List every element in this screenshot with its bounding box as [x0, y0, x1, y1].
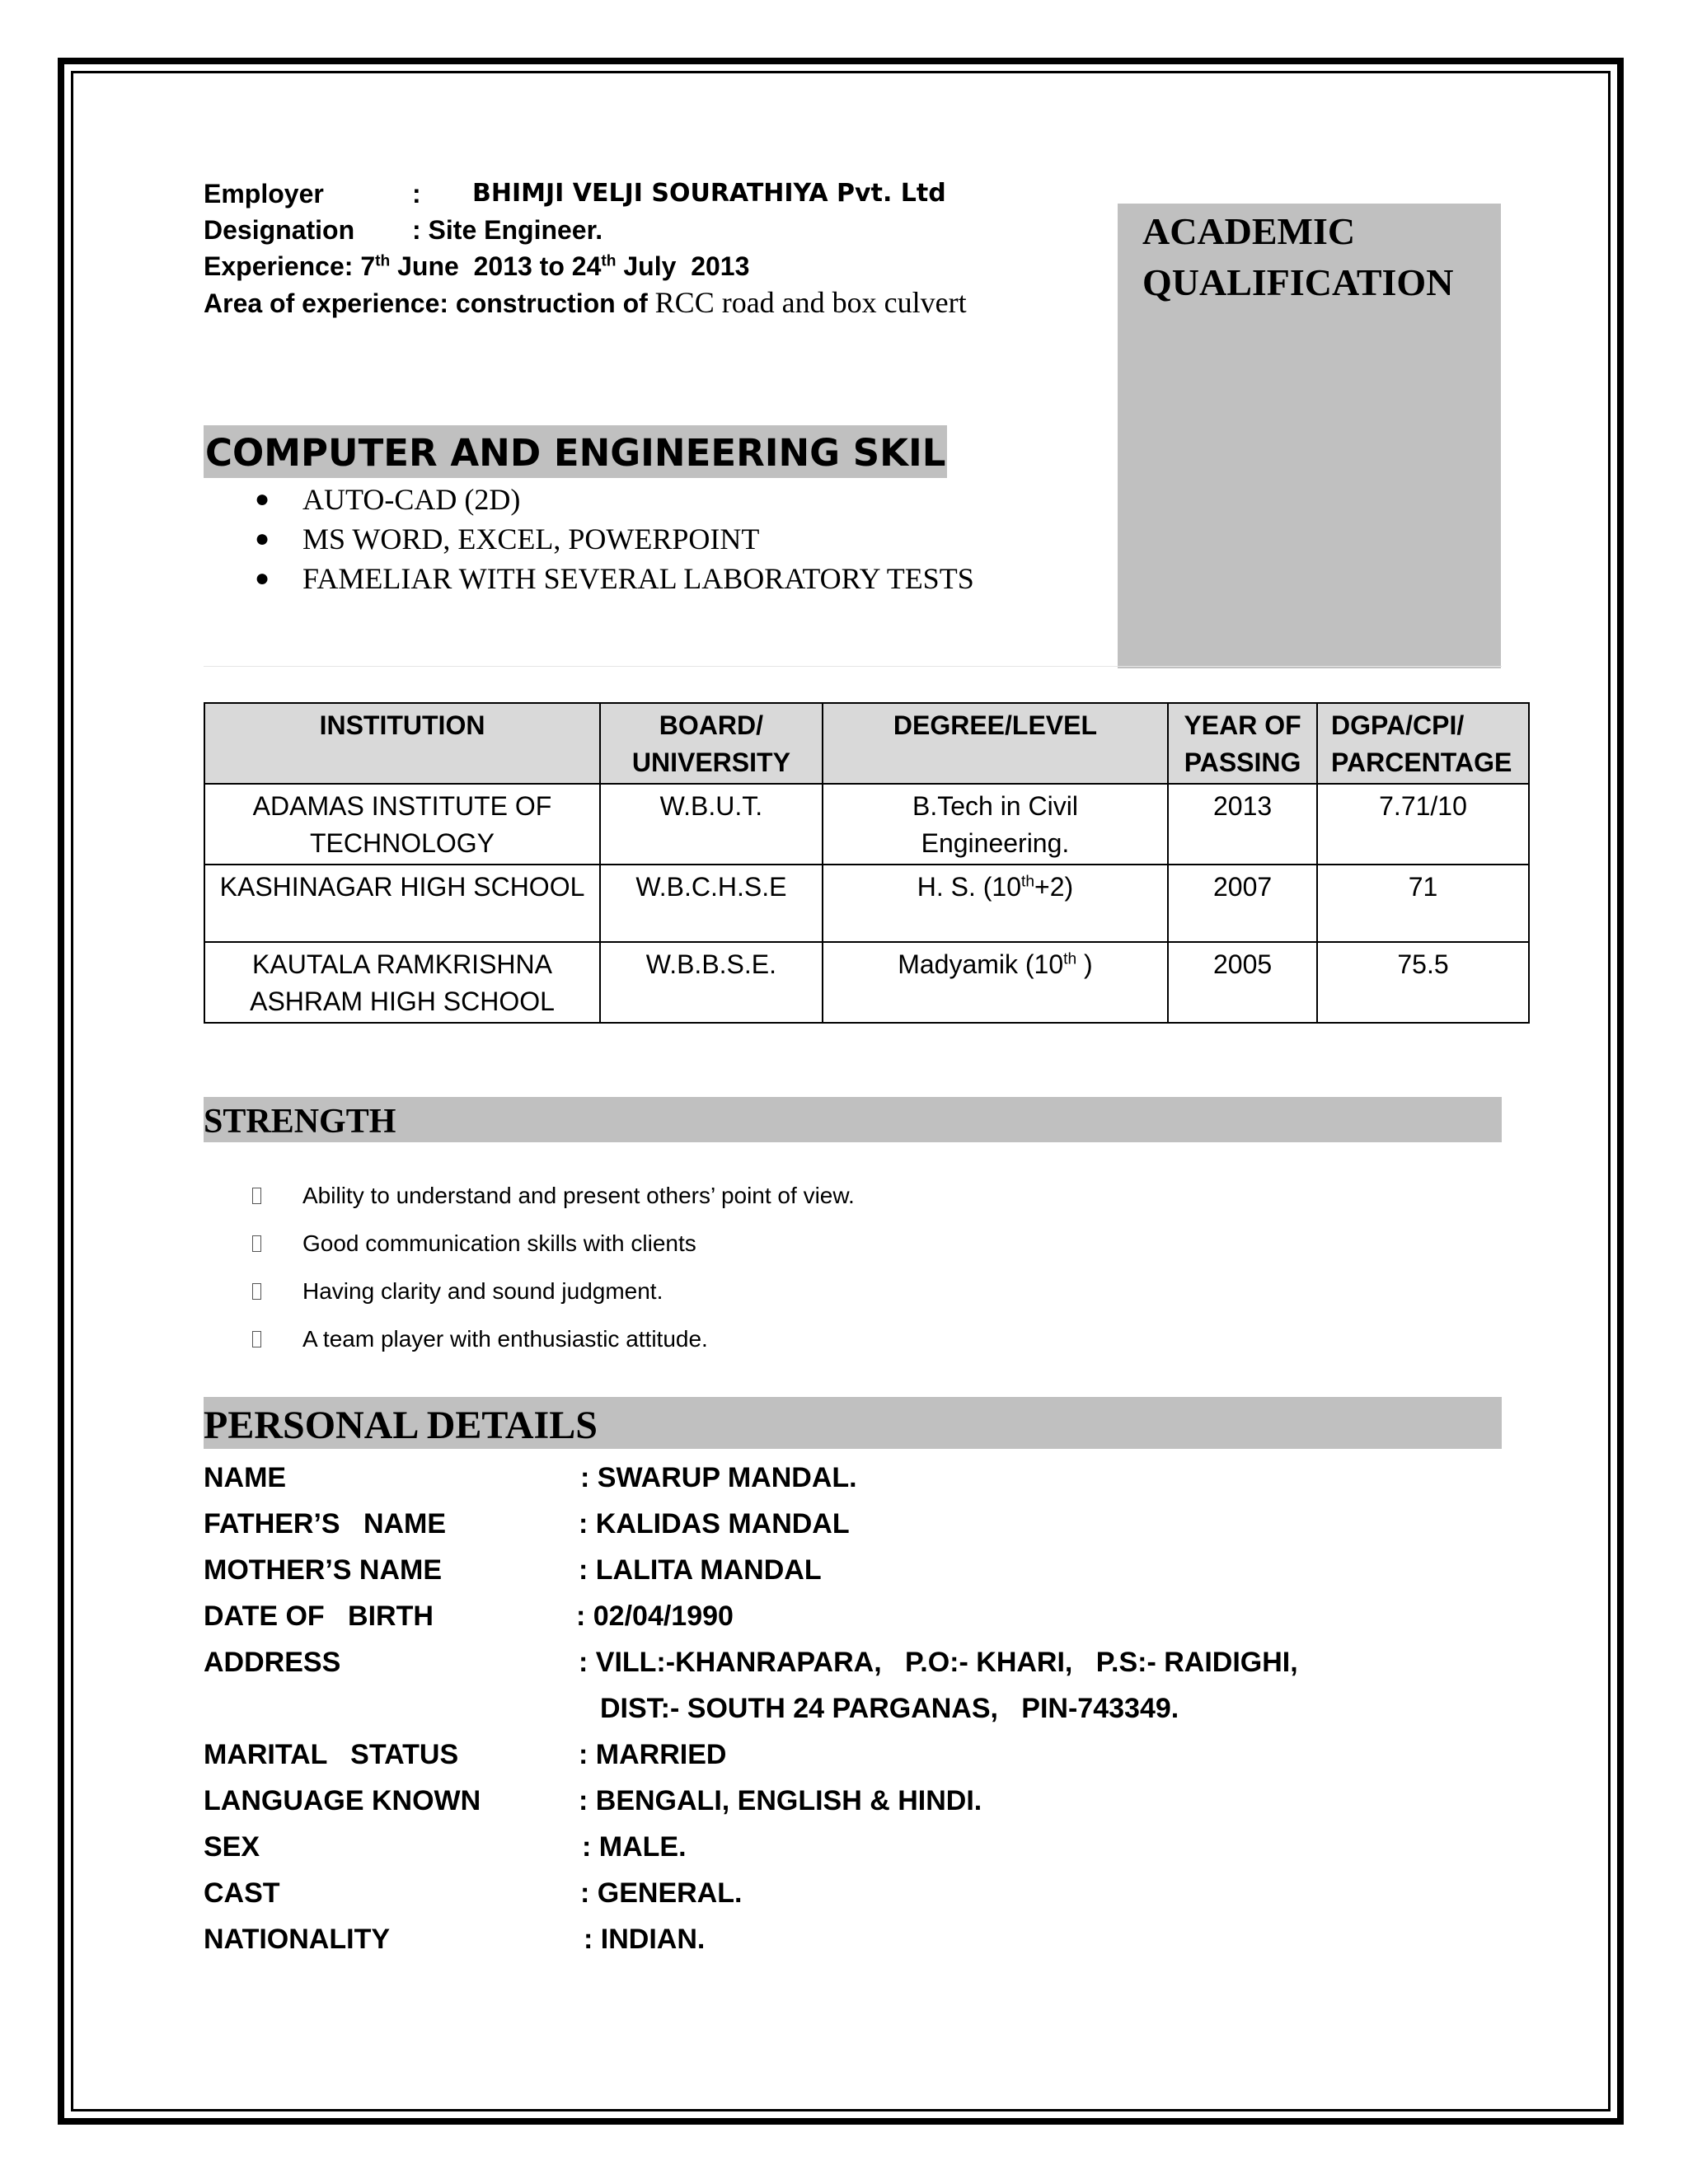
- cell-institution: [204, 942, 600, 1023]
- cell-year: 2005: [1168, 942, 1317, 1023]
- experience-end: July 2013: [616, 251, 750, 281]
- header-year-line1: YEAR OF: [1184, 710, 1301, 740]
- header-degree: DEGREE/LEVEL: [823, 703, 1168, 784]
- cell-board: W.B.C.H.S.E: [600, 865, 823, 942]
- square-bullet-icon: [252, 1188, 261, 1204]
- header-grade-line2: PARCENTAGE: [1331, 748, 1512, 777]
- header-board: [600, 703, 823, 784]
- designation-row: [204, 212, 967, 248]
- degree-suffix: th: [1063, 950, 1077, 968]
- experience-start-suffix: th: [375, 252, 391, 270]
- field-label: ADDRESS: [204, 1647, 341, 1678]
- institution-line1: KAUTALA RAMKRISHNA: [252, 949, 552, 979]
- employer-value: BHIMJI VELJI SOURATHIYA Pvt. Ltd: [472, 179, 946, 208]
- cell-grade: 7.71/10: [1317, 784, 1529, 865]
- cell-institution: [204, 784, 600, 865]
- institution-line1: ADAMAS INSTITUTE OF: [252, 791, 552, 821]
- cell-grade: 75.5: [1317, 942, 1529, 1023]
- strength-text: A team player with enthusiastic attitude.: [302, 1326, 708, 1352]
- field-value: : BENGALI, ENGLISH & HINDI.: [579, 1785, 982, 1816]
- list-item: [204, 1323, 855, 1371]
- skills-list: [204, 480, 1028, 598]
- academic-qualification-box: [1118, 204, 1501, 668]
- field-value: : LALITA MANDAL: [579, 1554, 822, 1586]
- experience-end-suffix: th: [601, 252, 617, 270]
- header-board-line2: UNIVERSITY: [631, 748, 790, 777]
- personal-details-heading: PERSONAL DETAILS: [204, 1397, 1502, 1449]
- employer-row: [204, 176, 967, 212]
- table-row: [204, 942, 1529, 1023]
- field-label: LANGUAGE KNOWN: [204, 1785, 481, 1816]
- field-value: : GENERAL.: [580, 1877, 743, 1909]
- strength-heading: STRENGTH: [204, 1097, 1502, 1142]
- table-row: [204, 865, 1529, 942]
- table-header-row: [204, 703, 1529, 784]
- degree-postfix: +2): [1034, 872, 1074, 902]
- table-row: [204, 784, 1529, 865]
- experience-middle: June 2013 to 24: [390, 251, 602, 281]
- field-label: NATIONALITY: [204, 1924, 391, 1955]
- area-label: Area of experience: construction of: [204, 288, 655, 318]
- square-bullet-icon: [252, 1283, 261, 1300]
- bullet-icon: ●: [255, 485, 270, 513]
- academic-box-line1: ACADEMIC: [1142, 210, 1356, 252]
- cell-degree: [823, 942, 1168, 1023]
- field-label: NAME: [204, 1462, 287, 1493]
- square-bullet-icon: [252, 1235, 261, 1252]
- skill-text: AUTO-CAD (2D): [302, 483, 521, 516]
- experience-row: [204, 248, 967, 284]
- section-divider: [204, 666, 1502, 667]
- cell-degree: [823, 784, 1168, 865]
- field-label: CAST: [204, 1877, 280, 1909]
- header-grade: [1317, 703, 1529, 784]
- cell-year: 2007: [1168, 865, 1317, 942]
- experience-value: [360, 251, 749, 281]
- cell-year: 2013: [1168, 784, 1317, 865]
- area-row: [204, 284, 967, 321]
- field-value: : SWARUP MANDAL.: [580, 1462, 857, 1493]
- strength-list: [204, 1179, 855, 1371]
- header-grade-line1: DGPA/CPI/: [1331, 710, 1465, 740]
- area-value: RCC road and box culvert: [654, 286, 967, 319]
- field-value: : VILL:-KHANRAPARA, P.O:- KHARI, P.S:- RAIDIGHI,: [579, 1647, 1298, 1678]
- field-value: : KALIDAS MANDAL: [579, 1508, 850, 1540]
- institution-line2: ASHRAM HIGH SCHOOL: [250, 987, 555, 1016]
- square-bullet-icon: [252, 1331, 261, 1347]
- field-label: FATHER’S NAME: [204, 1508, 447, 1540]
- field-value: : INDIAN.: [584, 1924, 706, 1955]
- designation-value: : Site Engineer.: [412, 215, 603, 245]
- list-item: [204, 1227, 855, 1275]
- degree-line2: Engineering.: [921, 828, 1070, 858]
- field-label: MARITAL STATUS: [204, 1739, 459, 1770]
- skill-text: FAMELIAR WITH SEVERAL LABORATORY TESTS: [302, 562, 974, 595]
- employment-block: [204, 176, 967, 321]
- academic-box-line2: QUALIFICATION: [1142, 261, 1454, 303]
- strength-text: Ability to understand and present others’ point of view.: [302, 1183, 855, 1208]
- strength-text: Good communication skills with clients: [302, 1230, 696, 1256]
- designation-label: Designation: [204, 215, 355, 245]
- degree-suffix: th: [1021, 873, 1035, 891]
- field-label: MOTHER’S NAME: [204, 1554, 442, 1586]
- list-item: [204, 480, 1028, 519]
- experience-label: Experience:: [204, 251, 354, 281]
- bullet-icon: ●: [255, 565, 270, 592]
- bullet-icon: ●: [255, 525, 270, 552]
- skills-heading: COMPUTER AND ENGINEERING SKIL: [204, 425, 947, 478]
- field-label: DATE OF BIRTH: [204, 1601, 434, 1632]
- header-year-line2: PASSING: [1184, 748, 1301, 777]
- cell-board: W.B.U.T.: [600, 784, 823, 865]
- field-label: SEX: [204, 1831, 260, 1863]
- employer-colon: :: [412, 179, 421, 209]
- degree-line1: B.Tech in Civil: [912, 791, 1078, 821]
- degree-postfix: ): [1076, 949, 1093, 979]
- skill-text: MS WORD, EXCEL, POWERPOINT: [302, 523, 760, 555]
- academic-table: [204, 702, 1530, 1024]
- list-item: [204, 559, 1028, 598]
- list-item: [204, 1179, 855, 1227]
- list-item: [204, 1275, 855, 1323]
- field-value: DIST:- SOUTH 24 PARGANAS, PIN-743349.: [600, 1693, 1179, 1724]
- cell-degree: [823, 865, 1168, 942]
- field-value: : MALE.: [582, 1831, 687, 1863]
- header-year: [1168, 703, 1317, 784]
- list-item: [204, 519, 1028, 559]
- employer-label: Employer: [204, 179, 324, 209]
- degree-prefix: H. S. (10: [917, 872, 1021, 902]
- header-board-line1: BOARD/: [659, 710, 763, 740]
- header-institution: INSTITUTION: [204, 703, 600, 784]
- cell-grade: 71: [1317, 865, 1529, 942]
- field-value: : 02/04/1990: [576, 1601, 734, 1632]
- degree-prefix: Madyamik (10: [898, 949, 1064, 979]
- strength-text: Having clarity and sound judgment.: [302, 1278, 663, 1304]
- experience-start-day: 7: [360, 251, 376, 281]
- field-value: : MARRIED: [579, 1739, 727, 1770]
- cell-institution: KASHINAGAR HIGH SCHOOL: [204, 865, 600, 942]
- institution-line2: TECHNOLOGY: [309, 828, 495, 858]
- cell-board: W.B.B.S.E.: [600, 942, 823, 1023]
